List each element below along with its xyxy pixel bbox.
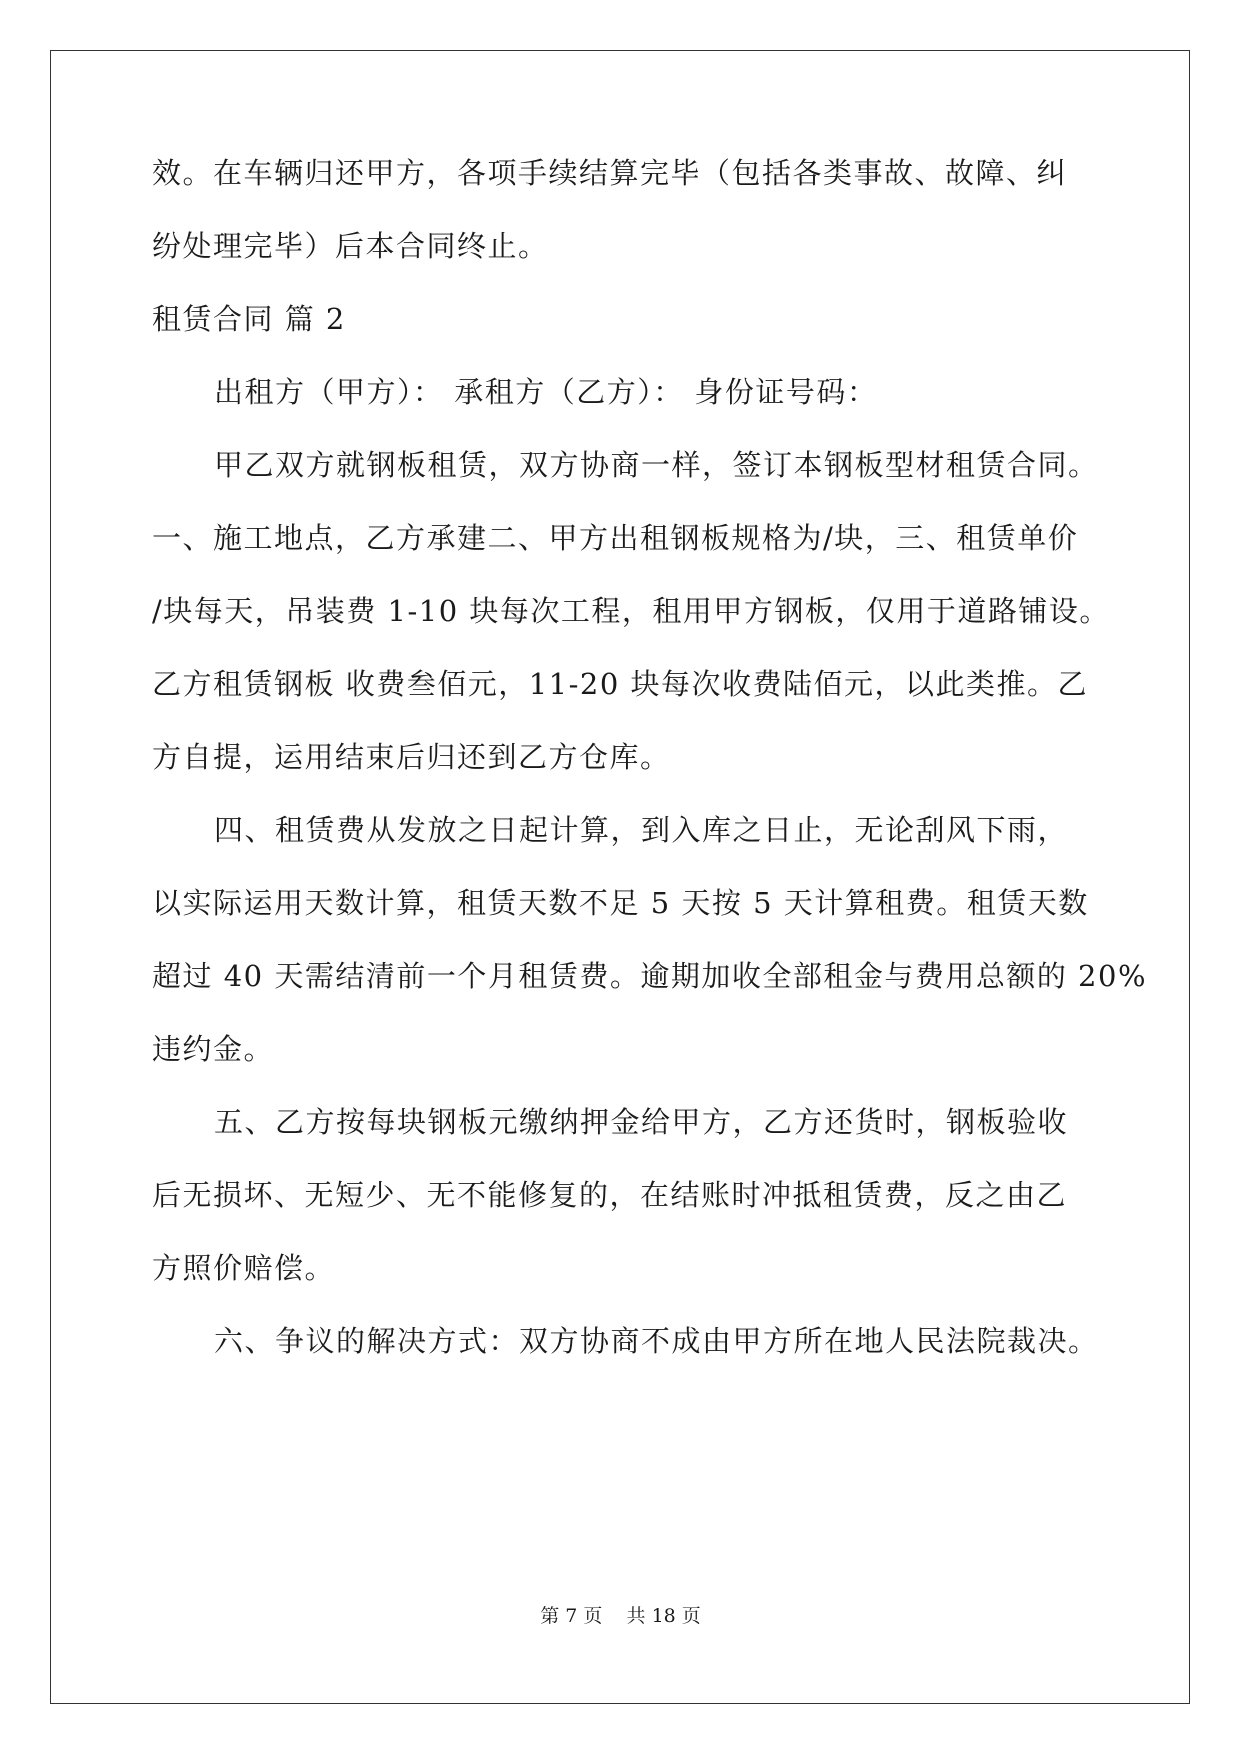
text-line: 五、乙方按每块钢板元缴纳押金给甲方，乙方还货时，钢板验收	[214, 1105, 1069, 1139]
section-heading: 租赁合同 篇 2	[152, 302, 346, 336]
text-line: 乙方租赁钢板 收费叁佰元，11-20 块每次收费陆佰元，以此类推。乙	[152, 667, 1089, 701]
text-line: 一、施工地点，乙方承建二、甲方出租钢板规格为/块，三、租赁单价	[152, 521, 1079, 555]
page-number-footer: 第 7 页 共 18 页	[540, 1605, 701, 1627]
text-line: 方自提，运用结束后归还到乙方仓库。	[152, 740, 671, 774]
text-line: 以实际运用天数计算，租赁天数不足 5 天按 5 天计算租费。租赁天数	[152, 886, 1089, 920]
text-line: 甲乙双方就钢板租赁，双方协商一样，签订本钢板型材租赁合同。	[214, 448, 1099, 482]
text-line: 后无损坏、无短少、无不能修复的，在结账时冲抵租赁费，反之由乙	[152, 1178, 1068, 1212]
text-line: 纷处理完毕）后本合同终止。	[152, 229, 549, 263]
text-line: 超过 40 天需结清前一个月租赁费。逾期加收全部租金与费用总额的 20%	[152, 959, 1148, 993]
text-line: 方照价赔偿。	[152, 1251, 336, 1285]
text-line: /块每天，吊装费 1-10 块每次工程，租用甲方钢板，仅用于道路铺设。	[152, 594, 1110, 628]
text-line: 出租方（甲方）： 承租方（乙方）： 身份证号码：	[214, 375, 878, 409]
text-line: 六、争议的解决方式：双方协商不成由甲方所在地人民法院裁决。	[214, 1324, 1099, 1358]
text-line: 违约金。	[152, 1032, 275, 1066]
text-line: 四、租赁费从发放之日起计算，到入库之日止，无论刮风下雨，	[214, 813, 1069, 847]
text-line: 效。在车辆归还甲方，各项手续结算完毕（包括各类事故、故障、纠	[152, 156, 1068, 190]
